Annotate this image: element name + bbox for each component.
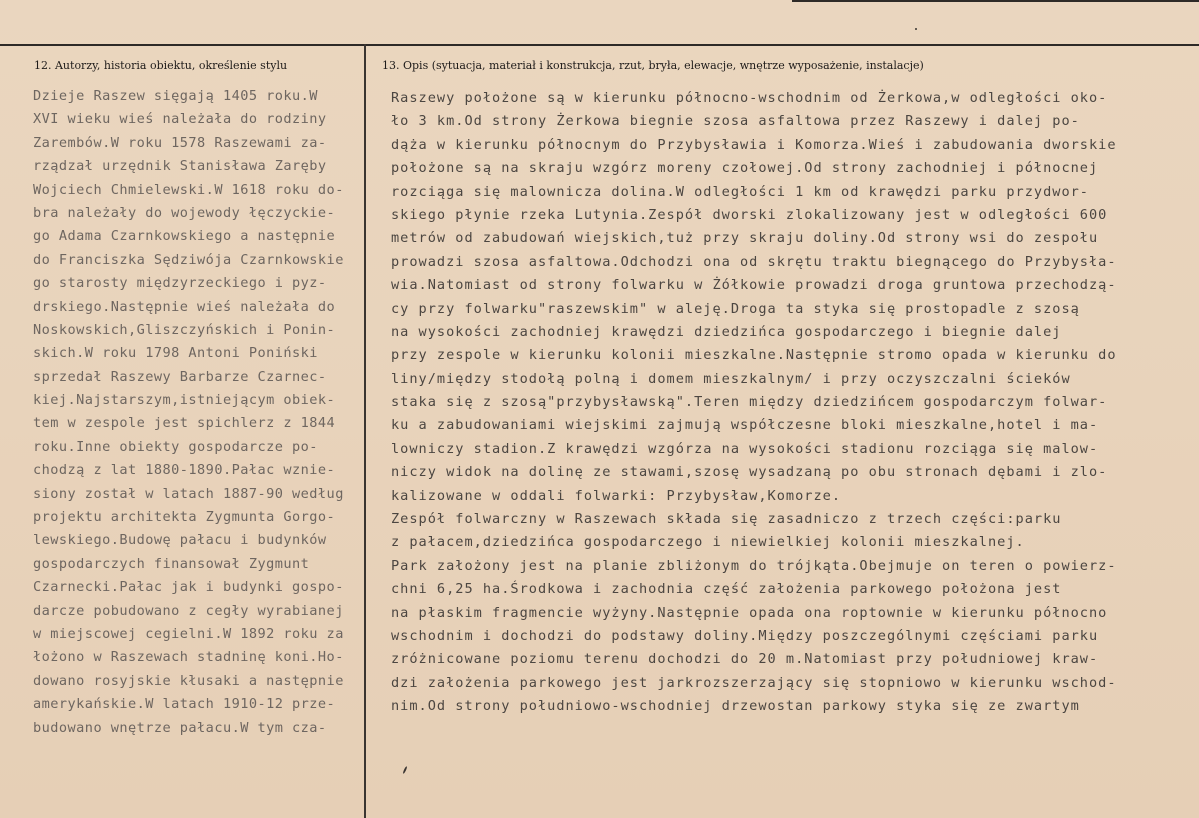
text-line: nim.Od strony południowo-wschodniej drzewostan parkowy styka się ze zwartym	[391, 698, 1080, 715]
section-13-heading: 13. Opis (sytuacja, materiał i konstrukcja, rzut, bryła, elewacje, wnętrze wyposażenie, instalacje)	[382, 59, 924, 72]
text-line: Zespół folwarczny w Raszewach składa się zasadniczo z trzech części:parku	[391, 511, 1062, 528]
text-line: rozciąga się malownicza dolina.W odległości 1 km od krawędzi parku przydwor-	[391, 183, 1089, 200]
text-line: rządzał urzędnik Stanisława Zaręby	[33, 158, 327, 175]
text-line: wschodnim i dochodzi do podstawy doliny.Między poszczególnymi częściami parku	[391, 627, 1099, 644]
paper-speck	[915, 28, 917, 30]
text-line: XVI wieku wieś należała do rodziny	[33, 111, 327, 128]
text-line: na płaskim fragmencie wyżyny.Następnie opada ona roptownie w kierunku północno	[391, 604, 1108, 621]
top-border-line	[792, 0, 1199, 2]
text-line: ku a zabudowaniami wiejskimi zajmują współczesne bloki mieszkalne,hotel i ma-	[391, 417, 1099, 434]
text-line: go starosty międzyrzeckiego i pyz-	[33, 275, 327, 292]
text-line: projektu architekta Zygmunta Gorgo-	[33, 509, 336, 526]
text-line: chni 6,25 ha.Środkowa i zachodnia część założenia parkowego położona jest	[391, 581, 1062, 598]
text-line: skich.W roku 1798 Antoni Poniński	[33, 345, 318, 362]
text-line: ło 3 km.Od strony Żerkowa biegnie szosa asfaltowa przez Raszewy i dalej po-	[391, 113, 1080, 130]
text-line: go Adama Czarnkowskiego a następnie	[33, 228, 336, 245]
text-line: z pałacem,dziedzińca gospodarczego i niewielkiej kolonii mieszkalnej.	[391, 534, 1025, 551]
text-line: sprzedał Raszewy Barbarze Czarnec-	[33, 368, 327, 385]
text-line: skiego płynie rzeka Lutynia.Zespół dworski zlokalizowany jest w odległości 600	[391, 206, 1108, 223]
text-line: położone są na skraju wzgórz moreny czołowej.Od strony zachodniej i północnej	[391, 160, 1099, 177]
text-line: Noskowskich,Gliszczyńskich i Ponin-	[33, 321, 336, 338]
text-line: Zarembów.W roku 1578 Raszewami za-	[33, 134, 327, 151]
section-12-heading: 12. Autorzy, historia obiektu, określenie stylu	[34, 59, 288, 72]
text-line: cy przy folwarku"raszewskim" w aleję.Droga ta styka się prostopadle z szosą	[391, 300, 1080, 317]
text-line: drskiego.Następnie wieś należała do	[33, 298, 336, 315]
text-line: lewskiego.Budowę pałacu i budynków	[33, 532, 327, 549]
text-line: gospodarczych finansował Zygmunt	[33, 555, 310, 572]
text-line: amerykańskie.W latach 1910-12 prze-	[33, 696, 336, 713]
text-line: w miejscowej cegielni.W 1892 roku za	[33, 625, 344, 642]
text-line: siony został w latach 1887-90 według	[33, 485, 344, 502]
text-line: niczy widok na dolinę ze stawami,szosę wysadzaną po obu stronach dębami i zlo-	[391, 464, 1108, 481]
text-line: Czarnecki.Pałac jak i budynki gospo-	[33, 579, 344, 596]
text-line: przy zespole w kierunku kolonii mieszkalne.Następnie stromo opada w kierunku do	[391, 347, 1117, 364]
text-line: roku.Inne obiekty gospodarcze po-	[33, 438, 318, 455]
header-rule	[0, 44, 1199, 46]
text-line: lowniczy stadion.Z krawędzi wzgórza na wysokości stadionu rozciąga się malow-	[391, 440, 1099, 457]
text-line: Raszewy położone są w kierunku północno-wschodnim od Żerkowa,w odległości oko-	[391, 90, 1108, 106]
text-line: metrów od zabudowań wiejskich,tuż przy skraju doliny.Od strony wsi do zespołu	[391, 230, 1099, 247]
text-line: bra należały do wojewody łęczyckie-	[33, 204, 336, 221]
text-line: do Franciszka Sędziwója Czarnkowskie	[33, 251, 344, 268]
text-line: kalizowane w oddali folwarki: Przybysław,Komorze.	[391, 487, 842, 504]
text-line: prowadzi szosa asfaltowa.Odchodzi ona od skrętu traktu biegnącego do Przybysła-	[391, 253, 1117, 270]
text-line: tem w zespole jest spichlerz z 1844	[33, 415, 336, 432]
text-line: Dzieje Raszew sięgają 1405 roku.W	[33, 88, 318, 104]
text-line: dzi założenia parkowego jest jarkrozszerzający się stopniowo w kierunku wschod-	[391, 674, 1117, 691]
text-line: dowano rosyjskie kłusaki a następnie	[33, 672, 344, 689]
text-line: darcze pobudowano z cegły wyrabianej	[33, 602, 344, 619]
column-divider	[364, 44, 366, 818]
text-line: zróżnicowane poziomu terenu dochodzi do 20 m.Natomiast przy południowej kraw-	[391, 651, 1099, 668]
text-line: Park założony jest na planie zbliżonym do trójkąta.Obejmuje on teren o powierz-	[391, 557, 1117, 574]
text-line: kiej.Najstarszym,istniejącym obiek-	[33, 392, 336, 409]
text-line: wia.Natomiast od strony folwarku w Żółkowie prowadzi droga gruntowa przechodzą-	[391, 277, 1117, 294]
text-line: na wysokości zachodniej krawędzi dziedzińca gospodarczego i biegnie dalej	[391, 323, 1062, 340]
text-line: łożono w Raszewach stadninę koni.Ho-	[33, 649, 344, 666]
text-line: chodzą z lat 1880-1890.Pałac wznie-	[33, 462, 336, 479]
text-line: budowano wnętrze pałacu.W tym cza-	[33, 719, 327, 736]
text-line: Wojciech Chmielewski.W 1618 roku do-	[33, 181, 344, 198]
section-13-text	[391, 87, 1191, 719]
paper-speck	[402, 766, 407, 774]
section-12-text	[33, 85, 359, 740]
text-line: dąża w kierunku północnym do Przybysławia i Komorza.Wieś i zabudowania dworskie	[391, 136, 1117, 153]
text-line: liny/między stodołą polną i domem mieszkalnym/ i przy oczyszczalni ścieków	[391, 370, 1071, 387]
text-line: staka się z szosą"przybysławską".Teren między dziedzińcem gospodarczym folwar-	[391, 394, 1108, 411]
